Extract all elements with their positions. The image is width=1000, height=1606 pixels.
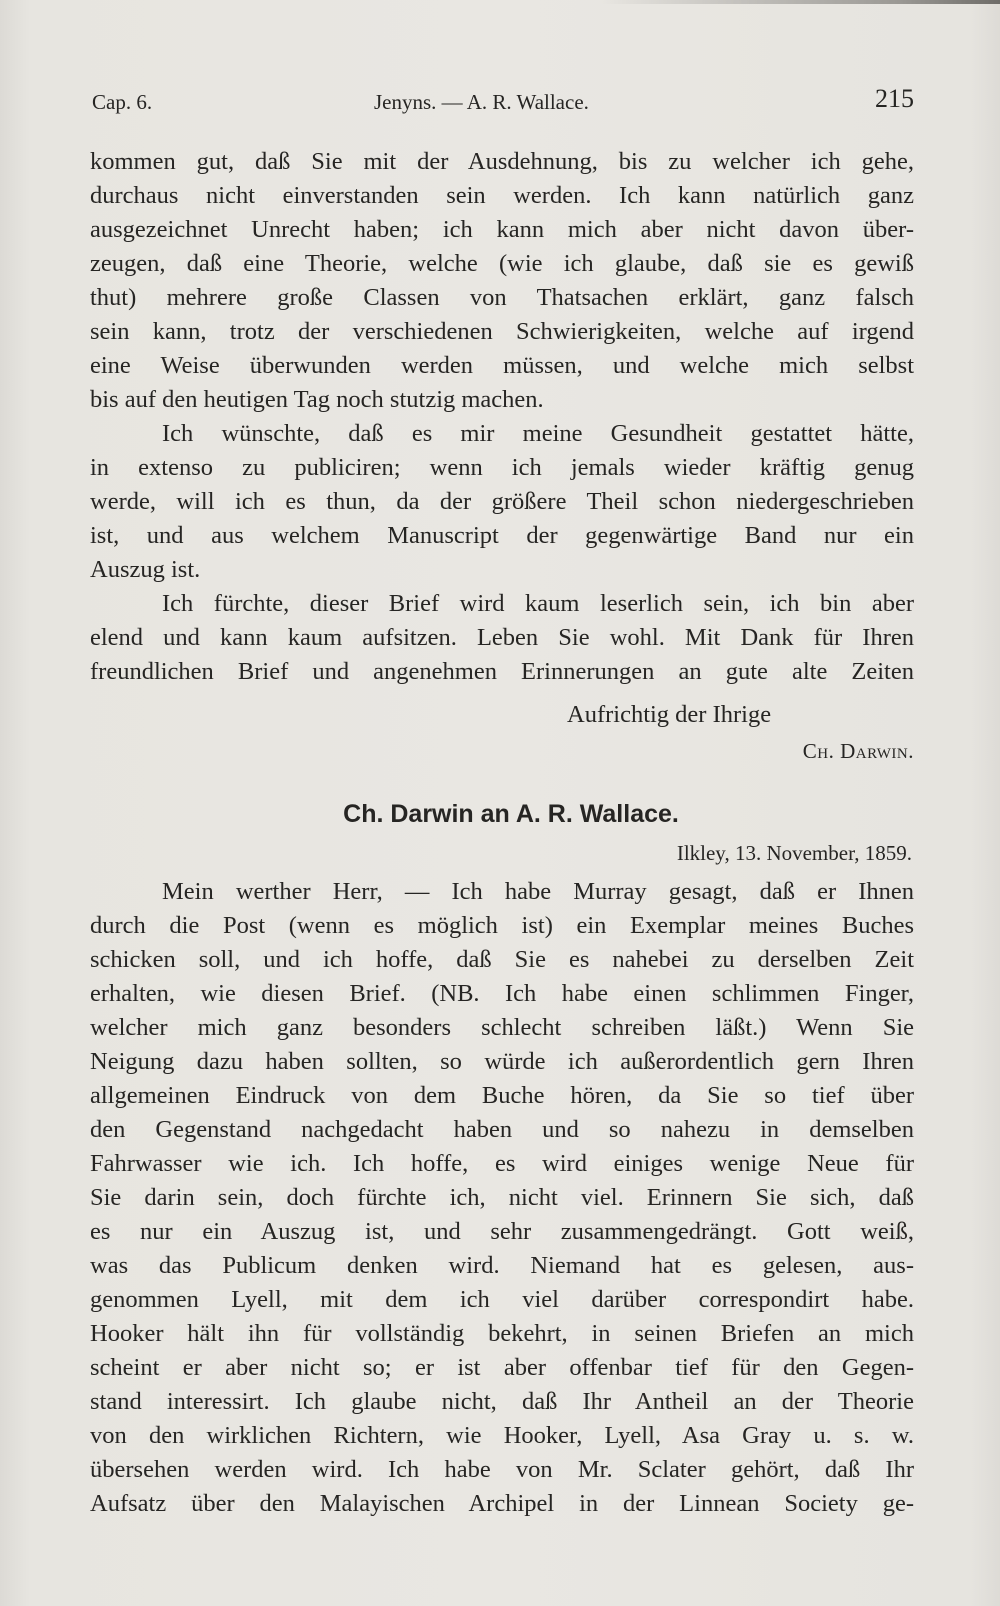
text-line: stand interessirt. Ich glaube nicht, daß Ihr Antheil an der Theorie — [90, 1388, 914, 1415]
text-line: Fahrwasser wie ich. Ich hoffe, es wird einiges wenige Neue für — [90, 1150, 914, 1177]
page-number: 215 — [875, 84, 914, 113]
text-line: was das Publicum denken wird. Niemand hat es gelesen, aus- — [90, 1252, 914, 1279]
text-line: es nur ein Auszug ist, und sehr zusammengedrängt. Gott weiß, — [90, 1218, 914, 1245]
text-line: durchaus nicht einverstanden sein werden. Ich kann natürlich ganz — [90, 182, 914, 209]
page-edge-shadow — [0, 0, 1000, 4]
text-line: Aufsatz über den Malayischen Archipel in der Linnean Society ge- — [90, 1490, 914, 1517]
text-line: genommen Lyell, mit dem ich viel darüber correspondirt habe. — [90, 1286, 914, 1313]
text-line: welcher mich ganz besonders schlecht schreiben läßt.) Wenn Sie — [90, 1014, 914, 1041]
paragraph — [90, 587, 914, 689]
letter-dateline: Ilkley, 13. November, 1859. — [676, 841, 912, 865]
paragraph-continuation — [90, 145, 914, 417]
text-line: übersehen werden wird. Ich habe von Mr. Sclater gehört, daß Ihr — [90, 1456, 914, 1483]
text-line: freundlichen Brief und angenehmen Erinnerungen an gute alte Zeiten — [90, 658, 914, 685]
running-title: Jenyns. — A. R. Wallace. — [374, 90, 589, 114]
text-line: erhalten, wie diesen Brief. (NB. Ich habe einen schlimmen Finger, — [90, 980, 914, 1007]
chapter-label: Cap. 6. — [92, 90, 153, 114]
running-header — [92, 84, 914, 120]
text-line: elend und kann kaum aufsitzen. Leben Sie wohl. Mit Dank für Ihren — [90, 624, 914, 651]
letter-body — [90, 875, 914, 1521]
text-line: von den wirklichen Richtern, wie Hooker, Lyell, Asa Gray u. s. w. — [90, 1422, 914, 1449]
text-line: kommen gut, daß Sie mit der Ausdehnung, bis zu welcher ich gehe, — [90, 148, 914, 175]
text-line: zeugen, daß eine Theorie, welche (wie ich glaube, daß sie es gewiß — [90, 250, 914, 277]
text-line: Mein werther Herr, — Ich habe Murray gesagt, daß er Ihnen — [162, 878, 914, 905]
text-line: Auszug ist. — [90, 556, 201, 583]
text-line: thut) mehrere große Classen von Thatsachen erklärt, ganz falsch — [90, 284, 914, 311]
text-line: sein kann, trotz der verschiedenen Schwierigkeiten, welche auf irgend — [90, 318, 914, 345]
paragraph — [90, 417, 914, 587]
text-line: Ich fürchte, dieser Brief wird kaum leserlich sein, ich bin aber — [162, 590, 914, 617]
text-line: ist, und aus welchem Manuscript der gegenwärtige Band nur ein — [90, 522, 914, 549]
text-line: Hooker hält ihn für vollständig bekehrt, in seinen Briefen an mich — [90, 1320, 914, 1347]
text-line: Ich wünschte, daß es mir meine Gesundheit gestattet hätte, — [162, 420, 914, 447]
text-line: Sie darin sein, doch fürchte ich, nicht viel. Erinnern Sie sich, daß — [90, 1184, 914, 1211]
text-line: werde, will ich es thun, da der größere Theil schon niedergeschrieben — [90, 488, 914, 515]
text-line: ausgezeichnet Unrecht haben; ich kann mich aber nicht davon über- — [90, 216, 914, 243]
letter-heading: Ch. Darwin an A. R. Wallace. — [343, 800, 679, 828]
text-line: allgemeinen Eindruck von dem Buche hören, da Sie so tief über — [90, 1082, 914, 1109]
text-line: scheint er aber nicht so; er ist aber offenbar tief für den Gegen- — [90, 1354, 914, 1381]
text-line: schicken soll, und ich hoffe, daß Sie es nahebei zu derselben Zeit — [90, 946, 914, 973]
letter-signature: Ch. Darwin. — [802, 739, 914, 763]
text-line: durch die Post (wenn es möglich ist) ein Exemplar meines Buches — [90, 912, 914, 939]
text-line: in extenso zu publiciren; wenn ich jemals wieder kräftig genug — [90, 454, 914, 481]
text-line: den Gegenstand nachgedacht haben und so nahezu in demselben — [90, 1116, 914, 1143]
text-line: eine Weise überwunden werden müssen, und welche mich selbst — [90, 352, 914, 379]
text-line: Neigung dazu haben sollten, so würde ich außerordentlich gern Ihren — [90, 1048, 914, 1075]
text-line: bis auf den heutigen Tag noch stutzig machen. — [90, 386, 544, 413]
letter-closing: Aufrichtig der Ihrige — [567, 701, 772, 728]
